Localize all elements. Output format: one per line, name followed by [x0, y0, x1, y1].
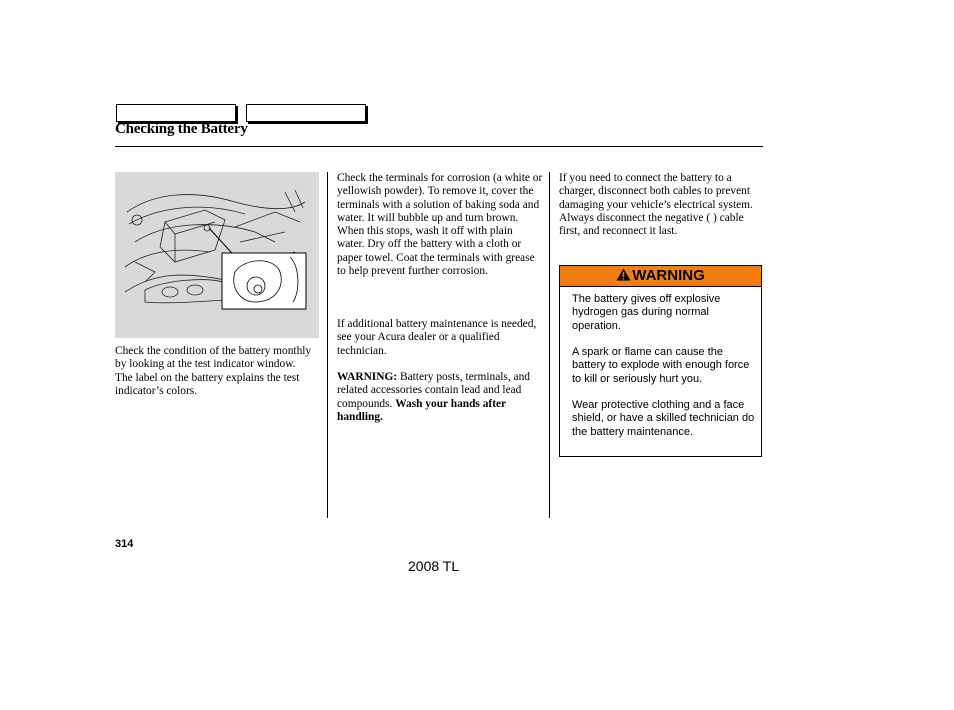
- section-tab-1: [116, 104, 236, 122]
- col2-warning-text: Battery posts, terminals, and related accessories contain lead and lead compounds.: [337, 371, 530, 410]
- warning-paragraph-2: A spark or flame can cause the battery to explode with enough force to kill or seriously hurt you.: [572, 346, 750, 385]
- page-title: Checking the Battery: [115, 121, 248, 137]
- title-rule: [115, 146, 763, 147]
- warning-heading: WARNING: [632, 267, 705, 284]
- column-divider-2: [549, 172, 550, 518]
- col2-warning-label: WARNING:: [337, 371, 398, 383]
- warning-triangle-icon: [616, 268, 631, 281]
- col3-paragraph: If you need to connect the battery to a charger, disconnect both cables to prevent damaging your vehicle’s electrical system. Always disconnect the negative ( ) cable first, and reconnect it last.: [559, 172, 753, 238]
- col2-paragraph-1: Check the terminals for corrosion (a white or yellowish powder). To remove it, cover the terminals with a solution of baking soda and water. It will bubble up and turn brown. When this stops, wash it off with plain water. Dry off the battery with a cloth or paper towel. Coat the terminals with grease to help prevent further corrosion.: [337, 172, 543, 278]
- warning-header: [560, 266, 761, 287]
- col2-warning-paragraph: [337, 371, 543, 424]
- section-tab-2: [246, 104, 366, 122]
- col1-paragraph: Check the condition of the battery monthly by looking at the test indicator window. The label on the battery explains the test indicator’s colors.: [115, 345, 312, 397]
- battery-figure: [115, 172, 319, 338]
- footer-model: 2008 TL: [408, 558, 460, 574]
- battery-location-illustration: [115, 172, 319, 338]
- warning-paragraph-3: Wear protective clothing and a face shield, or have a skilled technician do the battery maintenance.: [572, 399, 755, 438]
- column-divider-1: [327, 172, 328, 518]
- col2-paragraph-2: If additional battery maintenance is needed, see your Acura dealer or a qualified technician.: [337, 318, 537, 357]
- warning-paragraph-1: The battery gives off explosive hydrogen gas during normal operation.: [572, 293, 721, 332]
- page-number: 314: [115, 538, 134, 550]
- warning-box: [559, 265, 762, 457]
- col2-warning-bold: Wash your hands after handling.: [337, 397, 506, 423]
